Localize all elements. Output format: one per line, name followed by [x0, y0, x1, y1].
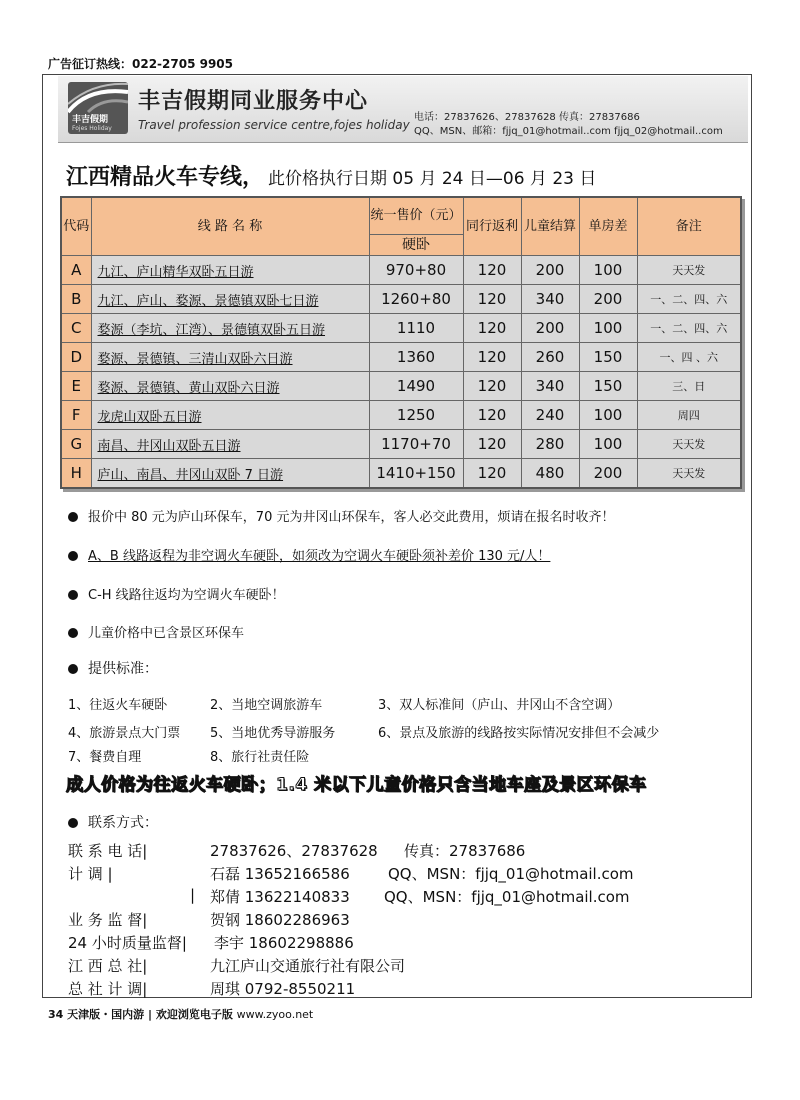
table-row	[61, 430, 741, 459]
header-banner	[58, 76, 748, 143]
header-code: 代码	[61, 197, 91, 256]
route-code: G	[61, 430, 91, 459]
bullet-icon	[68, 664, 78, 674]
header-im: QQ、MSN、邮箱：fjjq_01@hotmail..com fjjq_02@hotmail..com	[414, 126, 723, 137]
note-item: 报价中 80 元为庐山环保车，70 元为井冈山环保车，客人必交此费用，烦请在报名时收齐！	[68, 506, 614, 525]
table-body	[61, 256, 741, 489]
route-rebate: 120	[463, 401, 521, 430]
quality-label: 24 小时质量监督|	[68, 934, 187, 952]
bullet-icon	[68, 512, 78, 522]
logo-text: 丰吉假期	[72, 115, 109, 125]
route-code: A	[61, 256, 91, 285]
route-single-supplement: 200	[579, 459, 637, 489]
table-row	[61, 401, 741, 430]
route-name: 婺源、景德镇、黄山双卧六日游	[91, 372, 369, 401]
route-child-price: 240	[521, 401, 579, 430]
route-code: C	[61, 314, 91, 343]
route-remark: 天天发	[637, 459, 741, 489]
route-rebate: 120	[463, 256, 521, 285]
route-remark: 天天发	[637, 430, 741, 459]
price-banner-note: 成人价格为往返火车硬卧；1.4 米以下儿童价格只含当地车座及景区环保车	[66, 775, 647, 795]
route-price: 1170+70	[369, 430, 463, 459]
supervise-value: 贺钢 18602286963	[210, 911, 350, 929]
bullet-icon	[68, 551, 78, 561]
header-price-sub: 硬卧	[369, 235, 463, 256]
header-phone: 电话：27837626、27837628 传真：27837686	[414, 112, 640, 123]
note-item: 儿童价格中已含景区环保车	[68, 622, 244, 641]
route-rebate: 120	[463, 285, 521, 314]
planner-2-im: QQ、MSN：fjjq_01@hotmail.com	[384, 888, 630, 906]
title-dates: 此价格执行日期 05 月 24 日—06 月 23 日	[268, 169, 597, 189]
contact-title: 联系方式：	[68, 812, 158, 832]
standard-item: 6、景点及旅游的线路按实际情况安排但不会减少	[378, 726, 660, 741]
route-name: 婺源（李坑、江湾）、景德镇双卧五日游	[91, 314, 369, 343]
route-rebate: 120	[463, 372, 521, 401]
price-table	[60, 196, 742, 489]
title-main: 江西精品火车专线，	[66, 165, 265, 190]
logo-subtext: Fojes Holiday	[72, 125, 112, 132]
route-name: 九江、庐山、婺源、景德镇双卧七日游	[91, 285, 369, 314]
header-rebate: 同行返利	[463, 197, 521, 256]
route-rebate: 120	[463, 343, 521, 372]
note-item: C-H 线路往返均为空调火车硬卧！	[68, 584, 285, 603]
bullet-icon	[68, 590, 78, 600]
route-remark: 天天发	[637, 256, 741, 285]
route-single-supplement: 100	[579, 401, 637, 430]
route-remark: 一、二、四、六	[637, 314, 741, 343]
hq-label: 总 社 计 调|	[68, 980, 148, 998]
route-remark: 周四	[637, 401, 741, 430]
table-row	[61, 314, 741, 343]
route-name: 婺源、景德镇、三清山双卧六日游	[91, 343, 369, 372]
route-remark: 一、二、四、六	[637, 285, 741, 314]
route-child-price: 200	[521, 314, 579, 343]
company-logo	[68, 82, 128, 134]
bullet-icon	[68, 818, 78, 828]
route-rebate: 120	[463, 459, 521, 489]
table-row	[61, 256, 741, 285]
route-single-supplement: 150	[579, 372, 637, 401]
route-price: 1410+150	[369, 459, 463, 489]
route-single-supplement: 100	[579, 314, 637, 343]
route-child-price: 340	[521, 285, 579, 314]
standard-item: 3、双人标准间（庐山、井冈山不含空调）	[378, 698, 621, 713]
route-code: F	[61, 401, 91, 430]
ad-hotline: 广告征订热线：022-2705 9905	[48, 57, 234, 71]
route-child-price: 280	[521, 430, 579, 459]
route-remark: 一、四 、六	[637, 343, 741, 372]
supervise-label: 业 务 监 督|	[68, 911, 148, 929]
company-name: 丰吉假期同业服务中心	[138, 89, 369, 114]
route-price: 1490	[369, 372, 463, 401]
contact-phone-label: 联 系 电 话|	[68, 842, 148, 860]
standard-item: 2、当地空调旅游车	[210, 698, 323, 713]
quality-value: 李宇 18602298886	[214, 934, 354, 952]
route-code: E	[61, 372, 91, 401]
footer-site-link[interactable]: www.zyoo.net	[236, 1008, 314, 1021]
route-price: 1110	[369, 314, 463, 343]
planner-2: 郑倩 13622140833	[210, 888, 350, 906]
standard-item: 4、旅游景点大门票	[68, 726, 181, 741]
standard-item: 7、餐费自理	[68, 750, 142, 765]
standards-title: 提供标准：	[68, 658, 158, 678]
route-code: B	[61, 285, 91, 314]
route-single-supplement: 200	[579, 285, 637, 314]
route-single-supplement: 150	[579, 343, 637, 372]
bullet-icon	[68, 628, 78, 638]
table-row	[61, 285, 741, 314]
route-single-supplement: 100	[579, 256, 637, 285]
header-route: 线 路 名 称	[91, 197, 369, 256]
route-price: 1250	[369, 401, 463, 430]
route-remark: 三、日	[637, 372, 741, 401]
route-rebate: 120	[463, 430, 521, 459]
contact-fax: 传真：27837686	[404, 842, 526, 860]
table-row	[61, 459, 741, 489]
route-code: H	[61, 459, 91, 489]
route-child-price: 260	[521, 343, 579, 372]
route-name: 龙虎山双卧五日游	[91, 401, 369, 430]
footer-text: 34 天津版・国内游 | 欢迎浏览电子版	[48, 1008, 233, 1021]
route-child-price: 480	[521, 459, 579, 489]
table-row	[61, 372, 741, 401]
header-single: 单房差	[579, 197, 637, 256]
route-price: 970+80	[369, 256, 463, 285]
standard-item: 5、当地优秀导游服务	[210, 726, 336, 741]
planner-2-separator: |	[190, 886, 196, 904]
jiangxi-label: 江 西 总 社|	[68, 957, 148, 975]
planner-1-im: QQ、MSN：fjjq_01@hotmail.com	[388, 865, 634, 883]
jiangxi-value: 九江庐山交通旅行社有限公司	[210, 957, 406, 975]
route-price: 1260+80	[369, 285, 463, 314]
planner-label: 计 调 |	[68, 865, 113, 883]
planner-1: 石磊 13652166586	[210, 865, 350, 883]
header-remark: 备注	[637, 197, 741, 256]
header-price: 统一售价（元）	[369, 197, 463, 235]
table-row	[61, 343, 741, 372]
route-single-supplement: 100	[579, 430, 637, 459]
route-name: 庐山、南昌、井冈山双卧 7 日游	[91, 459, 369, 489]
route-price: 1360	[369, 343, 463, 372]
page-title	[66, 160, 596, 191]
hq-value: 周琪 0792-8550211	[210, 980, 356, 998]
route-name: 南昌、井冈山双卧五日游	[91, 430, 369, 459]
page-footer	[48, 1006, 313, 1022]
header-child: 儿童结算	[521, 197, 579, 256]
route-name: 九江、庐山精华双卧五日游	[91, 256, 369, 285]
route-code: D	[61, 343, 91, 372]
route-child-price: 200	[521, 256, 579, 285]
note-item: A、B 线路返程为非空调火车硬卧，如须改为空调火车硬卧须补差价 130 元/人！	[68, 545, 550, 564]
contact-phone: 27837626、27837628	[210, 842, 378, 860]
route-rebate: 120	[463, 314, 521, 343]
route-child-price: 340	[521, 372, 579, 401]
standard-item: 8、旅行社责任险	[210, 750, 310, 765]
standard-item: 1、往返火车硬卧	[68, 698, 168, 713]
company-english-name: Travel profession service centre,fojes holiday	[138, 118, 410, 132]
